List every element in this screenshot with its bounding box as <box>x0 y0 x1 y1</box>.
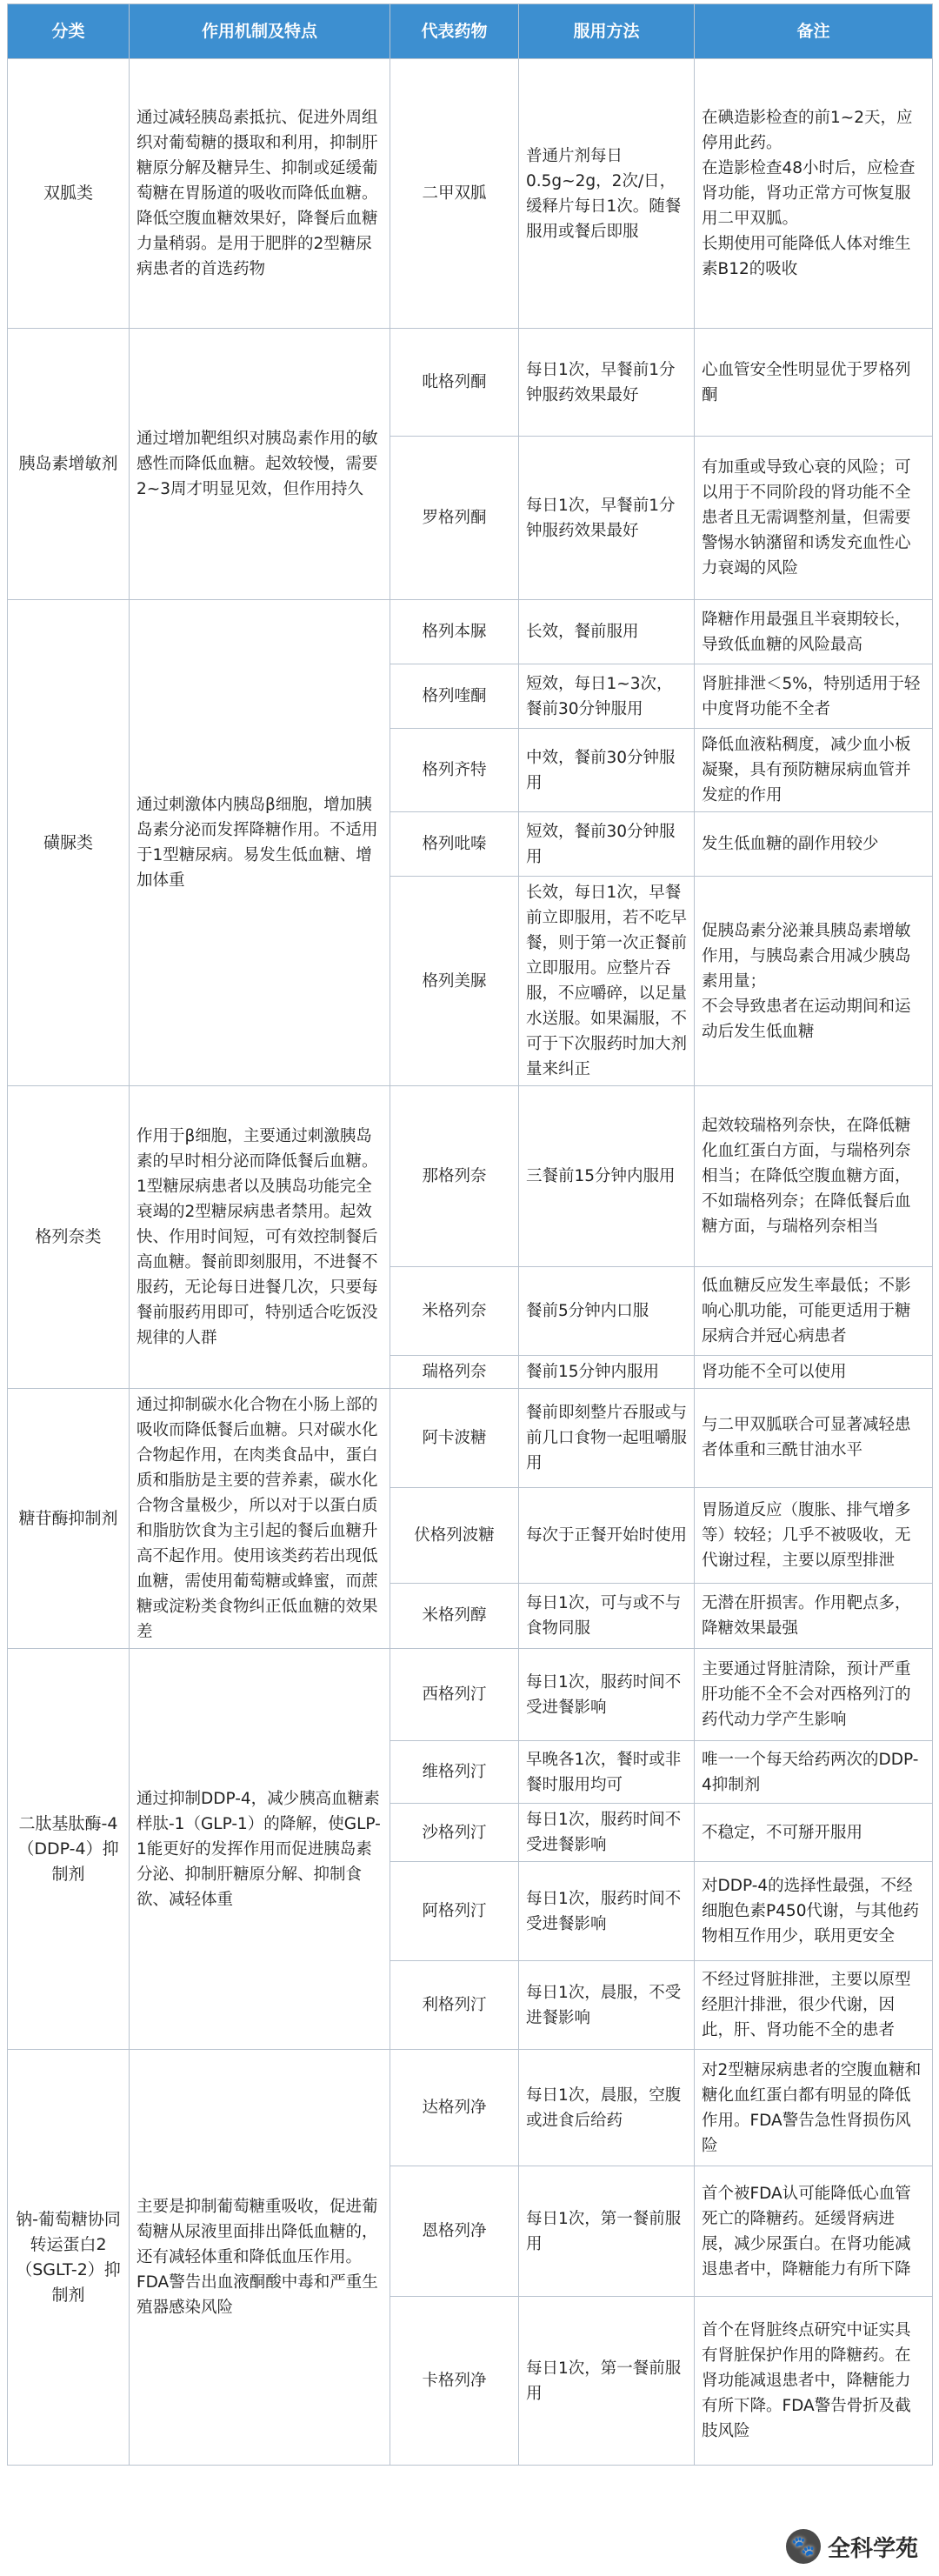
mechanism-cell: 通过抑制碳水化合物在小肠上部的吸收而降低餐后血糖。只对碳水化合物起作用，在肉类食品中，蛋白质和脂肪是主要的营养素，碳水化合物含量极少，所以对于以蛋白质和脂肪饮食为主引起的餐后血糖升高不起作用。使用该类药若出现低血糖，需使用葡萄糖或蜂蜜，而蔗糖或淀粉类食物纠正低血糖的效果差 <box>130 1389 390 1649</box>
header-category: 分类 <box>8 4 130 59</box>
mechanism-cell: 通过抑制DDP-4，减少胰高血糖素样肽-1（GLP-1）的降解，使GLP-1能更好的发挥作用而促进胰岛素分泌、抑制肝糖原分解、抑制食欲、减轻体重 <box>130 1649 390 2050</box>
note-cell: 不稳定，不可掰开服用 <box>695 1804 933 1862</box>
note-cell: 胃肠道反应（腹胀、排气增多等）较轻；几乎不被吸收，无代谢过程，主要以原型排泄 <box>695 1487 933 1583</box>
usage-cell: 每日1次，服药时间不受进餐影响 <box>519 1862 695 1961</box>
table-row <box>8 1086 933 1267</box>
category-cell: 钠-葡萄糖协同转运蛋白2（SGLT-2）抑制剂 <box>8 2050 130 2466</box>
drug-name-cell: 利格列汀 <box>390 1961 519 2050</box>
table-row <box>8 1649 933 1741</box>
drug-name-cell: 伏格列波糖 <box>390 1487 519 1583</box>
usage-cell: 餐前5分钟内口服 <box>519 1267 695 1356</box>
usage-cell: 每日1次，第一餐前服用 <box>519 2166 695 2297</box>
note-cell: 促胰岛素分泌兼具胰岛素增敏作用，与胰岛素合用减少胰岛素用量； 不会导致患者在运动期间和运动后发生低血糖 <box>695 877 933 1086</box>
usage-cell: 餐前即刻整片吞服或与前几口食物一起咀嚼服用 <box>519 1389 695 1488</box>
note-cell: 肾脏排泄＜5%，特别适用于轻中度肾功能不全者 <box>695 664 933 729</box>
table-row <box>8 329 933 437</box>
category-cell: 二肽基肽酶-4（DDP-4）抑制剂 <box>8 1649 130 2050</box>
note-cell: 起效较瑞格列奈快，在降低糖化血红蛋白方面，与瑞格列奈相当；在降低空腹血糖方面，不如瑞格列奈；在降低餐后血糖方面，与瑞格列奈相当 <box>695 1086 933 1267</box>
category-cell: 磺脲类 <box>8 600 130 1086</box>
table-row <box>8 59 933 329</box>
drug-name-cell: 那格列奈 <box>390 1086 519 1267</box>
category-cell: 格列奈类 <box>8 1086 130 1389</box>
category-cell: 胰岛素增敏剂 <box>8 329 130 600</box>
note-cell: 与二甲双胍联合可显著减轻患者体重和三酰甘油水平 <box>695 1389 933 1488</box>
note-cell: 低血糖反应发生率最低；不影响心肌功能，可能更适用于糖尿病合并冠心病患者 <box>695 1267 933 1356</box>
header-drug: 代表药物 <box>390 4 519 59</box>
note-cell: 心血管安全性明显优于罗格列酮 <box>695 329 933 437</box>
note-cell: 发生低血糖的副作用较少 <box>695 812 933 877</box>
drug-name-cell: 罗格列酮 <box>390 437 519 600</box>
table-row <box>8 2050 933 2166</box>
paw-icon: 🐾 <box>786 2529 821 2564</box>
note-cell: 有加重或导致心衰的风险；可以用于不同阶段的肾功能不全患者且无需调整剂量，但需要警惕水钠潴留和诱发充血性心力衰竭的风险 <box>695 437 933 600</box>
note-cell: 唯一一个每天给药两次的DDP-4抑制剂 <box>695 1741 933 1804</box>
category-cell: 糖苷酶抑制剂 <box>8 1389 130 1649</box>
drug-name-cell: 维格列汀 <box>390 1741 519 1804</box>
usage-cell: 每次于正餐开始时使用 <box>519 1487 695 1583</box>
usage-cell: 每日1次，第一餐前服用 <box>519 2297 695 2466</box>
note-cell: 首个被FDA认可能降低心血管死亡的降糖药。延缓肾病进展，减少尿蛋白。在肾功能减退患者中，降糖能力有所下降 <box>695 2166 933 2297</box>
drug-name-cell: 格列齐特 <box>390 729 519 812</box>
drug-name-cell: 卡格列净 <box>390 2297 519 2466</box>
usage-cell: 每日1次，晨服，不受进餐影响 <box>519 1961 695 2050</box>
usage-cell: 长效，餐前服用 <box>519 600 695 664</box>
usage-cell: 每日1次，可与或不与食物同服 <box>519 1583 695 1648</box>
drug-name-cell: 米格列奈 <box>390 1267 519 1356</box>
mechanism-cell: 主要是抑制葡萄糖重吸收，促进葡萄糖从尿液里面排出降低血糖的，还有减轻体重和降低血压作用。FDA警告出血液酮酸中毒和严重生殖器感染风险 <box>130 2050 390 2466</box>
drug-name-cell: 格列吡嗪 <box>390 812 519 877</box>
drug-name-cell: 格列喹酮 <box>390 664 519 729</box>
note-cell: 对2型糖尿病患者的空腹血糖和糖化血红蛋白都有明显的降低作用。FDA警告急性肾损伤风险 <box>695 2050 933 2166</box>
category-cell: 双胍类 <box>8 59 130 329</box>
usage-cell: 短效，餐前30分钟服用 <box>519 812 695 877</box>
mechanism-cell: 作用于β细胞，主要通过刺激胰岛素的早时相分泌而降低餐后血糖。1型糖尿病患者以及胰岛功能完全衰竭的2型糖尿病患者禁用。起效快、作用时间短，可有效控制餐后高血糖。餐前即刻服用，不进餐不服药，无论每日进餐几次，只要每餐前服药用即可，特别适合吃饭没规律的人群 <box>130 1086 390 1389</box>
usage-cell: 早晚各1次，餐时或非餐时服用均可 <box>519 1741 695 1804</box>
mechanism-cell: 通过刺激体内胰岛β细胞，增加胰岛素分泌而发挥降糖作用。不适用于1型糖尿病。易发生低血糖、增加体重 <box>130 600 390 1086</box>
mechanism-cell: 通过增加靶组织对胰岛素作用的敏感性而降低血糖。起效较慢，需要2~3周才明显见效，但作用持久 <box>130 329 390 600</box>
drug-name-cell: 阿卡波糖 <box>390 1389 519 1488</box>
header-note: 备注 <box>695 4 933 59</box>
drug-name-cell: 西格列汀 <box>390 1649 519 1741</box>
drug-name-cell: 吡格列酮 <box>390 329 519 437</box>
table-body <box>8 59 933 2466</box>
note-cell: 主要通过肾脏清除，预计严重肝功能不全不会对西格列汀的药代动力学产生影响 <box>695 1649 933 1741</box>
watermark-text: 全科学苑 <box>827 2535 918 2562</box>
note-cell: 在碘造影检查的前1~2天，应停用此药。 在造影检查48小时后，应检查肾功能，肾功正常方可恢复服用二甲双胍。 长期使用可能降低人体对维生素B12的吸收 <box>695 59 933 329</box>
header-usage: 服用方法 <box>519 4 695 59</box>
drug-table <box>7 3 933 2466</box>
usage-cell: 每日1次，早餐前1分钟服药效果最好 <box>519 329 695 437</box>
table-row <box>8 600 933 664</box>
header-row <box>8 4 933 59</box>
usage-cell: 每日1次，早餐前1分钟服药效果最好 <box>519 437 695 600</box>
drug-name-cell: 达格列净 <box>390 2050 519 2166</box>
mechanism-cell: 通过减轻胰岛素抵抗、促进外周组织对葡萄糖的摄取和利用，抑制肝糖原分解及糖异生、抑制或延缓葡萄糖在胃肠道的吸收而降低血糖。降低空腹血糖效果好，降餐后血糖力量稍弱。是用于肥胖的2型糖尿病患者的首选药物 <box>130 59 390 329</box>
drug-name-cell: 格列美脲 <box>390 877 519 1086</box>
note-cell: 对DDP-4的选择性最强，不经细胞色素P450代谢，与其他药物相互作用少，联用更安全 <box>695 1862 933 1961</box>
drug-name-cell: 恩格列净 <box>390 2166 519 2297</box>
usage-cell: 普通片剂每日0.5g~2g，2次/日，缓释片每日1次。随餐服用或餐后即服 <box>519 59 695 329</box>
watermark <box>786 2529 918 2564</box>
drug-name-cell: 格列本脲 <box>390 600 519 664</box>
drug-name-cell: 米格列醇 <box>390 1583 519 1648</box>
note-cell: 不经过肾脏排泄，主要以原型经胆汁排泄，很少代谢，因此，肝、肾功能不全的患者 <box>695 1961 933 2050</box>
usage-cell: 每日1次，服药时间不受进餐影响 <box>519 1804 695 1862</box>
note-cell: 首个在肾脏终点研究中证实具有肾脏保护作用的降糖药。在肾功能减退患者中，降糖能力有所下降。FDA警告骨折及截肢风险 <box>695 2297 933 2466</box>
note-cell: 无潜在肝损害。作用靶点多，降糖效果最强 <box>695 1583 933 1648</box>
usage-cell: 三餐前15分钟内服用 <box>519 1086 695 1267</box>
note-cell: 肾功能不全可以使用 <box>695 1356 933 1389</box>
usage-cell: 短效，每日1~3次，餐前30分钟服用 <box>519 664 695 729</box>
note-cell: 降低血液粘稠度，减少血小板凝聚，具有预防糖尿病血管并发症的作用 <box>695 729 933 812</box>
drug-name-cell: 沙格列汀 <box>390 1804 519 1862</box>
drug-name-cell: 阿格列汀 <box>390 1862 519 1961</box>
drug-name-cell: 二甲双胍 <box>390 59 519 329</box>
usage-cell: 长效，每日1次，早餐前立即服用，若不吃早餐，则于第一次正餐前立即服用。应整片吞服，不应嚼碎，以足量水送服。如果漏服，不可于下次服药时加大剂量来纠正 <box>519 877 695 1086</box>
header-mechanism: 作用机制及特点 <box>130 4 390 59</box>
table-row <box>8 1389 933 1488</box>
drug-name-cell: 瑞格列奈 <box>390 1356 519 1389</box>
usage-cell: 中效，餐前30分钟服用 <box>519 729 695 812</box>
usage-cell: 每日1次，晨服，空腹或进食后给药 <box>519 2050 695 2166</box>
usage-cell: 餐前15分钟内服用 <box>519 1356 695 1389</box>
usage-cell: 每日1次，服药时间不受进餐影响 <box>519 1649 695 1741</box>
note-cell: 降糖作用最强且半衰期较长，导致低血糖的风险最高 <box>695 600 933 664</box>
